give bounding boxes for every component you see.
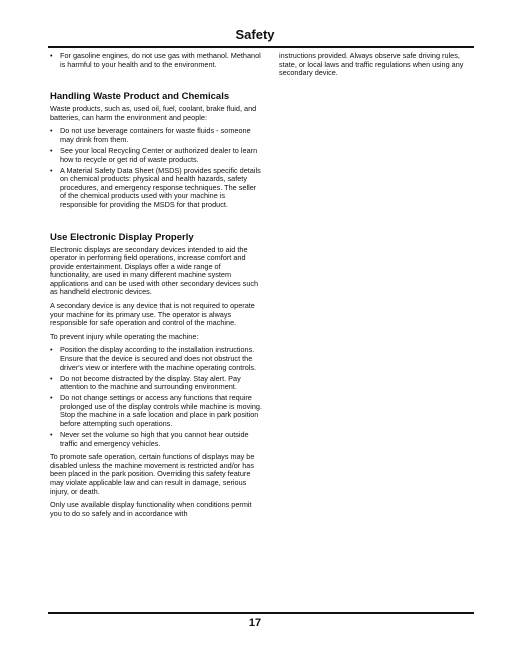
bullet-icon: • bbox=[50, 126, 53, 136]
section-spacer bbox=[50, 215, 262, 232]
list-item bbox=[50, 52, 262, 69]
display-paragraph-4: To promote safe operation, certain functions of displays may be disabled unless the machine movement is restricted and/or has been placed in the park position. Overriding this safety feature may violate applicable law and can result in damage, serious injury, or death. bbox=[50, 452, 255, 496]
list-item bbox=[50, 394, 262, 428]
display-section-heading: Use Electronic Display Properly bbox=[50, 231, 194, 243]
list-item-text: Never set the volume so high that you cannot hear outside traffic and emergency vehicles. bbox=[60, 429, 249, 448]
page-title: Safety bbox=[235, 27, 275, 42]
display-paragraph-3: To prevent injury while operating the machine: bbox=[50, 331, 199, 341]
display-bullet-list bbox=[50, 346, 262, 448]
intro-bullet-list bbox=[50, 52, 262, 69]
header-rule bbox=[48, 46, 474, 48]
bullet-icon: • bbox=[50, 165, 53, 175]
list-item-text: Do not change settings or access any functions that require prolonged use of the display controls while machine is moving. Stop the machine in a safe location and place in park position before attempting such operations. bbox=[60, 393, 262, 428]
bullet-icon: • bbox=[50, 393, 53, 403]
bullet-icon: • bbox=[50, 145, 53, 155]
list-item bbox=[50, 431, 262, 448]
list-item bbox=[50, 167, 262, 210]
list-item-text: Do not use beverage containers for waste fluids - someone may drink from them. bbox=[60, 126, 251, 144]
bullet-icon: • bbox=[50, 373, 53, 383]
waste-bullet-list bbox=[50, 127, 262, 209]
waste-section-heading: Handling Waste Product and Chemicals bbox=[50, 91, 230, 103]
bullet-icon: • bbox=[50, 345, 53, 355]
bullet-icon: • bbox=[50, 51, 53, 60]
list-item-text: See your local Recycling Center or authorized dealer to learn how to recycle or get rid of waste products. bbox=[60, 145, 258, 164]
page-number: 17 bbox=[248, 617, 262, 629]
display-paragraph-2: A secondary device is any device that is not required to operate your machine for its primary use. The operator is always responsible for safe operation and control of the machine. bbox=[50, 301, 255, 328]
list-item-text: For gasoline engines, do not use gas with methanol. Methanol is harmful to your health and to the environment. bbox=[60, 51, 261, 69]
list-item-text: A Material Safety Data Sheet (MSDS) provides specific details on chemical products: physical and health hazards, safety procedures, and emergency response techniques. The seller of the chemical products used with your machine is responsible for providing the MSDS for that product. bbox=[60, 165, 261, 209]
section-spacer bbox=[50, 74, 262, 91]
list-item bbox=[50, 346, 262, 372]
display-paragraph-5: Only use available display functionality when conditions permit you to do so safely and in accordance with bbox=[50, 500, 252, 518]
right-column bbox=[279, 52, 479, 83]
list-item bbox=[50, 127, 262, 144]
waste-section-intro: Waste products, such as, used oil, fuel, coolant, brake fluid, and batteries, can harm the environment and people: bbox=[50, 104, 257, 122]
list-item-text: Position the display according to the installation instructions. Ensure that the device is secured and does not obstruct the driver's view or interfere with the machine operating controls. bbox=[60, 345, 257, 372]
bullet-icon: • bbox=[50, 429, 53, 439]
list-item bbox=[50, 147, 262, 164]
display-paragraph-1: Electronic displays are secondary devices intended to aid the operator in performing field operations, increase comfort and provide entertainment. Displays offer a wide range of functionality, are used in many different machine system applications and can be used with other secondary devices such as handheld electronic devices. bbox=[50, 244, 259, 297]
left-column bbox=[50, 52, 262, 523]
list-item-text: Do not become distracted by the display. Stay alert. Pay attention to the machine and surrounding environment. bbox=[60, 373, 241, 392]
list-item bbox=[50, 375, 262, 392]
display-continuation-paragraph: instructions provided. Always observe safe driving rules, state, or local laws and traffic regulations when using any secondary device. bbox=[279, 51, 464, 78]
footer-rule bbox=[48, 612, 474, 614]
